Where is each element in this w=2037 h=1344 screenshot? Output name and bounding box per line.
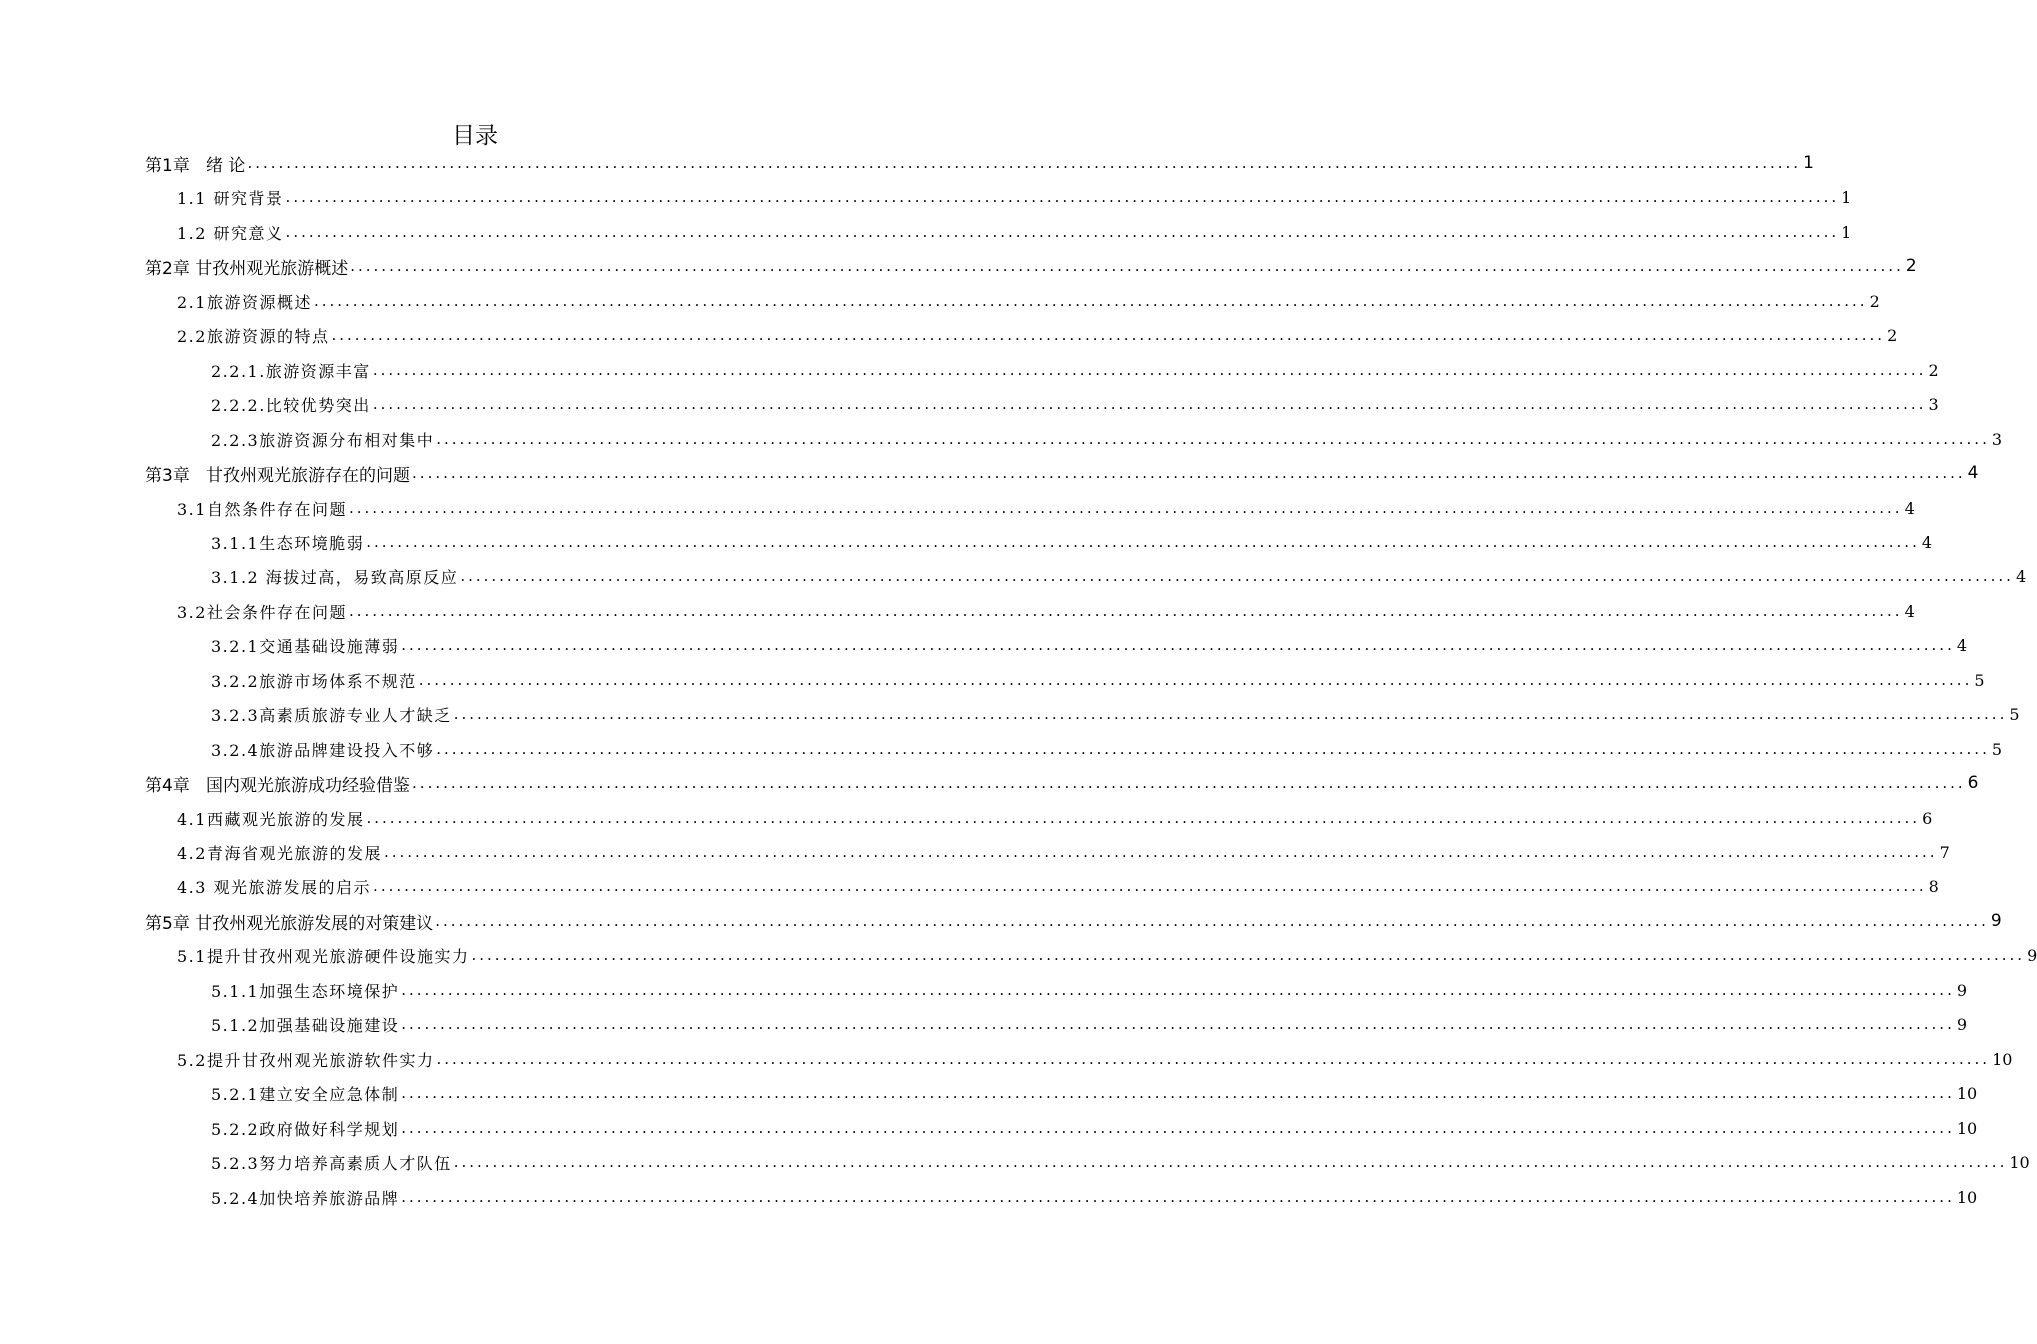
toc-entry[interactable] xyxy=(211,1180,1978,1214)
toc-dot-leader: ........................................................................................................................................................................................................ xyxy=(401,636,1955,654)
toc-entry-label: 第2章 甘孜州观光旅游概述 xyxy=(145,258,349,279)
toc-entry-label: 5.2.2政府做好科学规划 xyxy=(211,1119,400,1139)
toc-entry-page-number: 2 xyxy=(1905,256,1917,276)
toc-entry[interactable] xyxy=(177,1042,2013,1076)
toc-entry[interactable] xyxy=(177,318,1898,352)
toc-entry-label: 3.1.2 海拔过高，易致高原反应 xyxy=(211,567,459,587)
toc-dot-leader: ........................................................................................................................................................................................................ xyxy=(401,1188,1955,1206)
toc-entry-label: 2.2.1.旅游资源丰富 xyxy=(211,361,371,381)
toc-entry-label: 3.2.1交通基础设施薄弱 xyxy=(211,636,400,656)
toc-entry-label: 5.2.1建立安全应急体制 xyxy=(211,1084,400,1104)
toc-entry[interactable] xyxy=(177,869,1939,903)
toc-dot-leader: ........................................................................................................................................................................................................ xyxy=(348,499,1903,517)
toc-entry-label: 1.1 研究背景 xyxy=(177,188,284,208)
toc-entry-page-number: 4 xyxy=(1956,635,1968,655)
toc-entry-label: 第4章 国内观光旅游成功经验借鉴 xyxy=(145,775,411,796)
toc-entry-label: 3.2社会条件存在问题 xyxy=(177,602,347,622)
toc-entry-label: 4.3 观光旅游发展的启示 xyxy=(177,877,372,897)
toc-dot-leader: ........................................................................................................................................................................................................ xyxy=(401,1084,1955,1102)
toc-entry[interactable] xyxy=(211,697,2020,731)
toc-entry-label: 3.1自然条件存在问题 xyxy=(177,499,347,519)
toc-entry-page-number: 4 xyxy=(1904,601,1915,621)
toc-entry-page-number: 9 xyxy=(2027,945,2037,965)
toc-entry[interactable] xyxy=(177,835,1950,869)
toc-dot-leader: ........................................................................................................................................................................................................ xyxy=(348,602,1903,620)
toc-entry-label: 5.1提升甘孜州观光旅游硬件设施实力 xyxy=(177,946,470,966)
toc-entry-page-number: 3 xyxy=(1991,429,2003,449)
toc-entry-page-number: 2 xyxy=(1887,325,1898,345)
toc-entry[interactable] xyxy=(211,353,1939,387)
toc-entry-page-number: 6 xyxy=(1922,808,1933,828)
toc-entry-page-number: 1 xyxy=(1841,187,1852,207)
toc-dot-leader: ........................................................................................................................................................................................................ xyxy=(436,740,1990,758)
toc-entry-page-number: 9 xyxy=(1956,980,1968,1000)
toc-entry-label: 4.1西藏观光旅游的发展 xyxy=(177,809,365,829)
toc-entry-page-number: 5 xyxy=(1991,739,2003,759)
toc-title: 目录 xyxy=(452,123,498,149)
toc-dot-leader: ........................................................................................................................................................................................................ xyxy=(453,705,2008,723)
toc-entry-page-number: 4 xyxy=(1921,532,1933,552)
toc-dot-leader: ........................................................................................................................................................................................................ xyxy=(453,1153,2008,1171)
toc-entry[interactable] xyxy=(145,766,1979,800)
toc-entry[interactable] xyxy=(177,491,1915,525)
toc-entry-page-number: 2 xyxy=(1928,360,1939,380)
toc-dot-leader: ........................................................................................................................................................................................................ xyxy=(285,188,1840,206)
toc-dot-leader: ........................................................................................................................................................................................................ xyxy=(313,292,1868,310)
toc-entry-label: 4.2青海省观光旅游的发展 xyxy=(177,843,382,863)
toc-entry-label: 5.1.2加强基础设施建设 xyxy=(211,1015,400,1035)
toc-entry-page-number: 10 xyxy=(1956,1083,1978,1103)
toc-entry-label: 5.2提升甘孜州观光旅游软件实力 xyxy=(177,1050,435,1070)
toc-entry-page-number: 5 xyxy=(1974,670,1985,690)
toc-entry[interactable] xyxy=(177,215,1852,249)
toc-entry-label: 3.1.1生态环境脆弱 xyxy=(211,533,365,553)
toc-entry-page-number: 4 xyxy=(1904,498,1915,518)
toc-dot-leader: ........................................................................................................................................................................................................ xyxy=(247,154,1802,172)
toc-dot-leader: ........................................................................................................................................................................................................ xyxy=(350,257,1904,275)
toc-dot-leader: ........................................................................................................................................................................................................ xyxy=(285,223,1840,241)
toc-dot-leader: ........................................................................................................................................................................................................ xyxy=(372,361,1927,379)
toc-entry[interactable] xyxy=(145,249,1917,283)
toc-dot-leader: ........................................................................................................................................................................................................ xyxy=(401,981,1955,999)
toc-dot-leader: ........................................................................................................................................................................................................ xyxy=(412,774,1966,792)
toc-entry[interactable] xyxy=(211,387,1939,421)
toc-dot-leader: ........................................................................................................................................................................................................ xyxy=(471,946,2026,964)
toc-entry[interactable] xyxy=(211,1076,1978,1110)
toc-entry-page-number: 10 xyxy=(1992,1049,2013,1069)
toc-entry-label: 3.2.4旅游品牌建设投入不够 xyxy=(211,740,435,760)
toc-entry-label: 第1章 绪 论 xyxy=(145,155,246,176)
toc-entry-page-number: 10 xyxy=(1956,1118,1978,1138)
toc-entry-label: 3.2.3高素质旅游专业人才缺乏 xyxy=(211,705,452,725)
toc-entry[interactable] xyxy=(145,456,1979,490)
toc-entry-page-number: 9 xyxy=(1956,1014,1968,1034)
toc-entry-label: 第5章 甘孜州观光旅游发展的对策建议 xyxy=(145,913,434,934)
toc-entry-page-number: 10 xyxy=(2009,1152,2030,1172)
toc-entry[interactable] xyxy=(177,180,1852,214)
toc-entry-page-number: 10 xyxy=(1956,1187,1978,1207)
toc-dot-leader: ........................................................................................................................................................................................................ xyxy=(418,671,1973,689)
toc-entry[interactable] xyxy=(177,801,1933,835)
toc-entry-label: 2.2旅游资源的特点 xyxy=(177,326,330,346)
toc-entry[interactable] xyxy=(211,973,1968,1007)
toc-dot-leader: ........................................................................................................................................................................................................ xyxy=(372,395,1927,413)
toc-dot-leader: ........................................................................................................................................................................................................ xyxy=(436,430,1990,448)
toc-entry[interactable] xyxy=(177,284,1880,318)
toc-entry-label: 第3章 甘孜州观光旅游存在的问题 xyxy=(145,465,411,486)
toc-entry-page-number: 4 xyxy=(2015,566,2027,586)
toc-entry-page-number: 9 xyxy=(1990,911,2002,931)
toc-entry-page-number: 4 xyxy=(1967,463,1979,483)
toc-dot-leader: ........................................................................................................................................................................................................ xyxy=(412,464,1966,482)
toc-entry[interactable] xyxy=(211,422,2003,456)
toc-entry[interactable] xyxy=(177,594,1915,628)
toc-entry-page-number: 3 xyxy=(1928,394,1939,414)
toc-entry[interactable] xyxy=(211,732,2003,766)
toc-entry-page-number: 6 xyxy=(1967,773,1979,793)
toc-entry-label: 5.2.4加快培养旅游品牌 xyxy=(211,1188,400,1208)
toc-dot-leader: ........................................................................................................................................................................................................ xyxy=(436,1050,1991,1068)
toc-dot-leader: ........................................................................................................................................................................................................ xyxy=(401,1119,1955,1137)
toc-entry-page-number: 5 xyxy=(2009,704,2020,724)
toc-entry-page-number: 1 xyxy=(1841,222,1852,242)
toc-dot-leader: ........................................................................................................................................................................................................ xyxy=(435,912,1989,930)
toc-entry-page-number: 8 xyxy=(1928,876,1939,896)
toc-entry[interactable] xyxy=(145,146,1814,180)
toc-entry-page-number: 2 xyxy=(1869,291,1880,311)
toc-entry[interactable] xyxy=(211,525,1933,559)
toc-entry-label: 5.1.1加强生态环境保护 xyxy=(211,981,400,1001)
toc-entry[interactable] xyxy=(211,628,1968,662)
toc-entry[interactable] xyxy=(211,1111,1978,1145)
toc-entry-label: 2.2.3旅游资源分布相对集中 xyxy=(211,430,435,450)
toc-entry-label: 2.1旅游资源概述 xyxy=(177,292,312,312)
toc-entry-page-number: 1 xyxy=(1803,153,1814,173)
toc-entry[interactable] xyxy=(211,1145,2030,1179)
toc-entry-label: 3.2.2旅游市场体系不规范 xyxy=(211,671,417,691)
toc-dot-leader: ........................................................................................................................................................................................................ xyxy=(373,877,1927,895)
toc-entry[interactable] xyxy=(145,904,2002,938)
toc-dot-leader: ........................................................................................................................................................................................................ xyxy=(366,809,1921,827)
toc-dot-leader: ........................................................................................................................................................................................................ xyxy=(366,533,1920,551)
toc-entry-label: 1.2 研究意义 xyxy=(177,223,284,243)
toc-dot-leader: ........................................................................................................................................................................................................ xyxy=(331,326,1886,344)
toc-dot-leader: ........................................................................................................................................................................................................ xyxy=(383,843,1938,861)
toc-dot-leader: ........................................................................................................................................................................................................ xyxy=(401,1015,1955,1033)
toc-entry-label: 2.2.2.比较优势突出 xyxy=(211,395,371,415)
toc-entry[interactable] xyxy=(211,559,2027,593)
toc-dot-leader: ........................................................................................................................................................................................................ xyxy=(460,567,2014,585)
toc-entry[interactable] xyxy=(211,1007,1968,1041)
toc-entry-label: 5.2.3努力培养高素质人才队伍 xyxy=(211,1153,452,1173)
toc-entry[interactable] xyxy=(211,663,1985,697)
toc-entry-page-number: 7 xyxy=(1939,842,1950,862)
toc-entry[interactable] xyxy=(177,938,2037,972)
